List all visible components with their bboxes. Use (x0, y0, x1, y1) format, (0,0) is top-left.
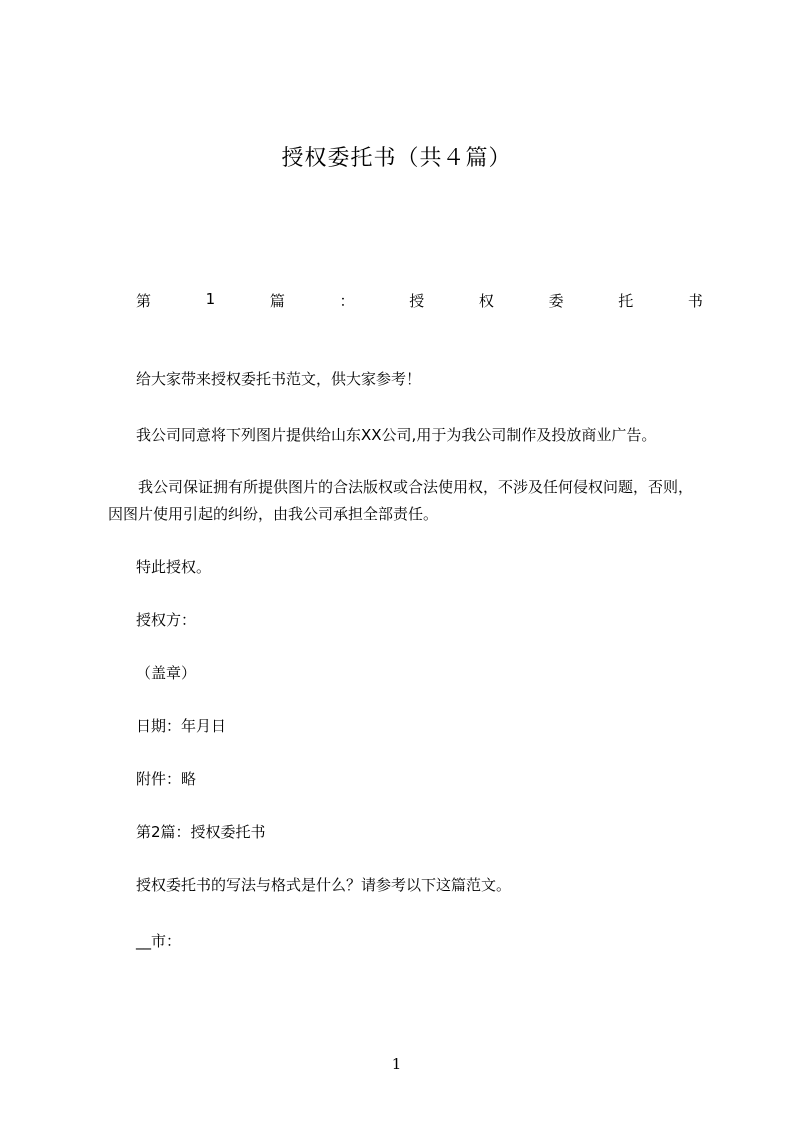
heading-char: ： (339, 292, 355, 310)
paragraph-consent: 我公司同意将下列图片提供给山东XX公司,用于为我公司制作及投放商业广告。 (136, 426, 657, 444)
heading-char: 第 (136, 292, 152, 310)
paragraph-guarantee: 我公司保证拥有所提供图片的合法版权或合法使用权，不涉及任何侵权问题，否则，因图片使用引起的纠纷，由我公司承担全部责任。 (108, 478, 694, 523)
paragraph-date: 日期：年月日 (136, 717, 227, 735)
paragraph-city: __市： (136, 932, 182, 950)
page-number: 1 (391, 1055, 402, 1073)
paragraph-intro: 给大家带来授权委托书范文，供大家参考！ (136, 370, 422, 388)
heading-char: 书 (687, 292, 703, 310)
heading-char: 1 (205, 290, 216, 308)
section-1-heading (136, 290, 703, 311)
heading-char: 委 (548, 292, 564, 310)
paragraph-grantor: 授权方： (136, 611, 197, 629)
paragraph-seal: （盖章） (136, 664, 197, 682)
heading-char: 权 (478, 292, 494, 310)
document-title: 授权委托书（共４篇） (281, 146, 512, 171)
heading-char: 托 (618, 292, 634, 310)
paragraph-attachment: 附件：略 (136, 770, 197, 788)
paragraph-authorization: 特此授权。 (136, 558, 212, 576)
heading-char: 授 (409, 292, 425, 310)
section-2-heading: 第2篇：授权委托书 (136, 823, 266, 841)
paragraph-format-question: 授权委托书的写法与格式是什么？请参考以下这篇范文。 (136, 876, 512, 894)
heading-char: 篇 (269, 292, 285, 310)
